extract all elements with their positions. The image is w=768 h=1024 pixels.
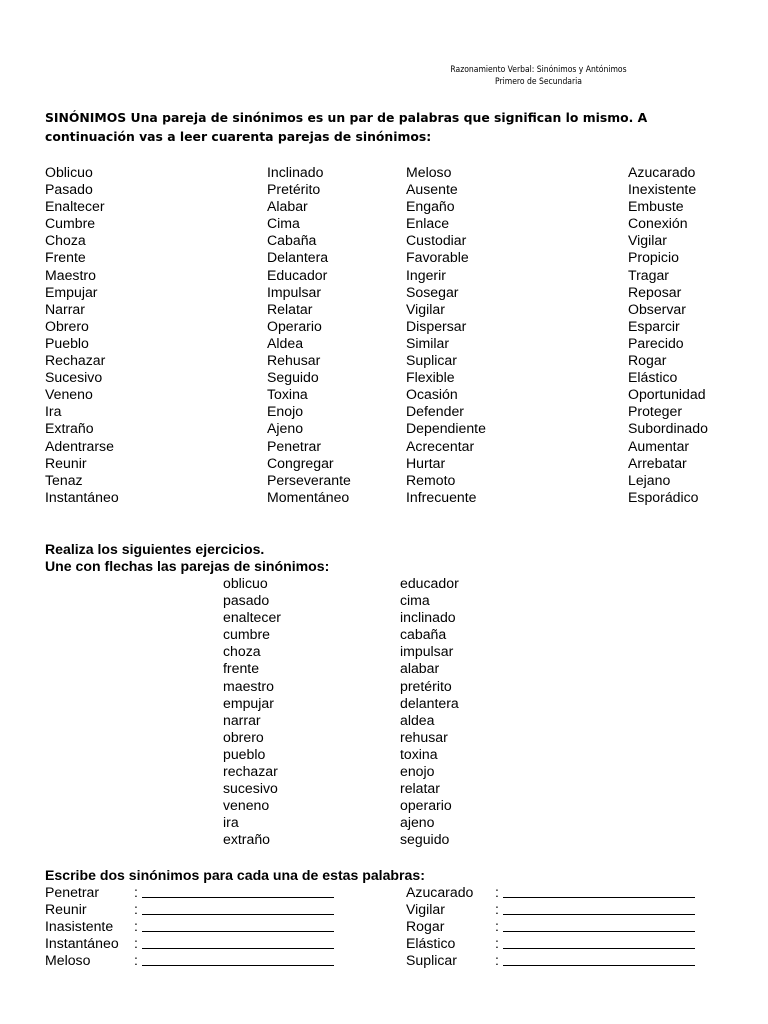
word: Cabaña — [267, 232, 317, 249]
prompt-word: Suplicar — [406, 952, 457, 969]
colon: : — [495, 952, 499, 969]
match-left-column — [223, 575, 281, 849]
match-right-column — [400, 575, 459, 849]
word: Cima — [267, 215, 300, 232]
match-word: rehusar — [400, 728, 448, 745]
match-word: ira — [223, 814, 239, 831]
header-grade: Primero de Secundaria — [495, 77, 582, 87]
word: Enaltecer — [45, 198, 105, 215]
word: Adentrarse — [45, 437, 114, 454]
word: Vigilar — [406, 300, 445, 317]
match-word: operario — [400, 797, 452, 814]
match-word: choza — [223, 643, 261, 660]
word: Instantáneo — [45, 488, 119, 505]
intro-paragraph: SINÓNIMOS Una pareja de sinónimos es un par de palabras que significan lo mismo. A continuación vas a leer cuarenta parejas de sinónimos: — [45, 110, 648, 144]
match-word: maestro — [223, 677, 274, 694]
match-word: relatar — [400, 780, 440, 797]
prompt-word: Penetrar — [45, 884, 100, 900]
match-word: enaltecer — [223, 609, 281, 626]
prompt-word: Rogar — [406, 918, 445, 935]
word: Hurtar — [406, 454, 446, 471]
pairs-column-3 — [406, 164, 626, 506]
word: Aumentar — [628, 437, 690, 454]
match-word: inclinado — [400, 609, 456, 626]
match-word: rechazar — [223, 763, 278, 780]
header-subject: Razonamiento Verbal: Sinónimos y Antónimos — [450, 65, 627, 75]
word: Alabar — [267, 198, 308, 215]
word: Elástico — [628, 369, 678, 386]
word: Reposar — [628, 283, 682, 300]
word: Veneno — [45, 386, 93, 403]
word: Seguido — [267, 369, 319, 386]
word: Toxina — [267, 386, 308, 403]
colon: : — [134, 918, 138, 935]
match-instructions: Une con flechas las parejas de sinónimos: — [45, 558, 330, 574]
word: Proteger — [628, 403, 683, 420]
word: Engaño — [406, 198, 455, 215]
prompt-word: Inasistente — [45, 918, 114, 935]
pairs-column-1 — [45, 164, 265, 506]
answer-blank[interactable] — [503, 914, 695, 915]
word: Impulsar — [267, 283, 322, 300]
word: Embuste — [628, 198, 684, 215]
word: Ausente — [406, 181, 458, 198]
answer-blank[interactable] — [142, 914, 334, 915]
answer-blank[interactable] — [503, 965, 695, 966]
word: Esparcir — [628, 317, 680, 334]
word: Dispersar — [406, 317, 467, 334]
word: Sucesivo — [45, 369, 103, 386]
word: Choza — [45, 232, 86, 249]
colon: : — [134, 901, 138, 918]
match-word: ajeno — [400, 814, 435, 831]
match-word: pasado — [223, 592, 270, 609]
word: Esporádico — [628, 488, 699, 505]
word: Aldea — [267, 334, 304, 351]
colon: : — [134, 884, 138, 900]
colon: : — [495, 935, 499, 952]
word: Parecido — [628, 334, 684, 351]
prompt-word: Vigilar — [406, 901, 445, 918]
match-word: pretérito — [400, 677, 452, 694]
word: Remoto — [406, 471, 456, 488]
word: Conexión — [628, 215, 688, 232]
match-word: educador — [400, 575, 459, 591]
colon: : — [134, 952, 138, 969]
word: Inclinado — [267, 164, 324, 180]
colon: : — [134, 935, 138, 952]
answer-blank[interactable] — [503, 948, 695, 949]
colon: : — [495, 884, 499, 900]
word: Oblicuo — [45, 164, 93, 180]
prompt-word: Reunir — [45, 901, 87, 918]
word: Ajeno — [267, 420, 304, 437]
match-word: aldea — [400, 711, 435, 728]
word: Tenaz — [45, 471, 83, 488]
word: Educador — [267, 266, 328, 283]
pairs-column-4 — [628, 164, 768, 506]
word: Enlace — [406, 215, 450, 232]
word: Perseverante — [267, 471, 351, 488]
word: Momentáneo — [267, 488, 350, 505]
word: Tragar — [628, 266, 669, 283]
exercises-heading: Realiza los siguientes ejercicios. — [45, 541, 265, 557]
write-instructions: Escribe dos sinónimos para cada una de estas palabras: — [45, 867, 425, 883]
word: Operario — [267, 317, 322, 334]
word: Observar — [628, 300, 686, 317]
match-word: cabaña — [400, 626, 447, 643]
word: Oportunidad — [628, 386, 706, 403]
word: Maestro — [45, 266, 96, 283]
word: Flexible — [406, 369, 455, 386]
word: Pueblo — [45, 334, 89, 351]
prompt-word: Azucarado — [406, 884, 474, 900]
answer-blank[interactable] — [503, 931, 695, 932]
word: Rogar — [628, 352, 667, 369]
colon: : — [495, 901, 499, 918]
word: Defender — [406, 403, 464, 420]
word: Congregar — [267, 454, 334, 471]
prompt-word: Instantáneo — [45, 935, 119, 952]
word: Similar — [406, 334, 450, 351]
word: Relatar — [267, 300, 313, 317]
word: Favorable — [406, 249, 469, 266]
match-word: cumbre — [223, 626, 270, 643]
word: Delantera — [267, 249, 329, 266]
match-word: impulsar — [400, 643, 454, 660]
word: Ira — [45, 403, 62, 420]
word: Reunir — [45, 454, 87, 471]
word: Vigilar — [628, 232, 667, 249]
word: Acrecentar — [406, 437, 475, 454]
word: Azucarado — [628, 164, 696, 180]
match-word: alabar — [400, 660, 440, 677]
match-word: empujar — [223, 694, 274, 711]
word: Penetrar — [267, 437, 322, 454]
match-word: extraño — [223, 831, 271, 848]
word: Narrar — [45, 300, 85, 317]
match-word: veneno — [223, 797, 270, 814]
match-word: sucesivo — [223, 780, 278, 797]
word: Extraño — [45, 420, 94, 437]
word: Rehusar — [267, 352, 321, 369]
answer-blank[interactable] — [503, 897, 695, 898]
answer-blank[interactable] — [142, 965, 334, 966]
match-word: narrar — [223, 711, 261, 728]
match-word: obrero — [223, 728, 264, 745]
word: Empujar — [45, 283, 98, 300]
answer-blank[interactable] — [142, 931, 334, 932]
match-word: toxina — [400, 745, 438, 762]
prompt-word: Elástico — [406, 935, 456, 952]
word: Sosegar — [406, 283, 459, 300]
word: Custodiar — [406, 232, 467, 249]
word: Subordinado — [628, 420, 708, 437]
word: Pretérito — [267, 181, 321, 198]
answer-blank[interactable] — [142, 897, 334, 898]
word: Rechazar — [45, 352, 106, 369]
word: Lejano — [628, 471, 671, 488]
match-word: delantera — [400, 694, 459, 711]
document-header — [0, 64, 768, 88]
word: Arrebatar — [628, 454, 687, 471]
word: Ocasión — [406, 386, 458, 403]
match-word: seguido — [400, 831, 450, 848]
answer-blank[interactable] — [142, 948, 334, 949]
word: Meloso — [406, 164, 452, 180]
match-word: pueblo — [223, 745, 266, 762]
word: Suplicar — [406, 352, 457, 369]
word: Propicio — [628, 249, 679, 266]
word: Ingerir — [406, 266, 446, 283]
word: Enojo — [267, 403, 304, 420]
word: Inexistente — [628, 181, 697, 198]
match-word: cima — [400, 592, 430, 609]
word: Infrecuente — [406, 488, 477, 505]
word: Frente — [45, 249, 86, 266]
word: Obrero — [45, 317, 89, 334]
word: Dependiente — [406, 420, 486, 437]
match-word: oblicuo — [223, 575, 268, 591]
match-word: frente — [223, 660, 260, 677]
match-word: enojo — [400, 763, 435, 780]
word: Pasado — [45, 181, 93, 198]
colon: : — [495, 918, 499, 935]
prompt-word: Meloso — [45, 952, 91, 969]
word: Cumbre — [45, 215, 96, 232]
